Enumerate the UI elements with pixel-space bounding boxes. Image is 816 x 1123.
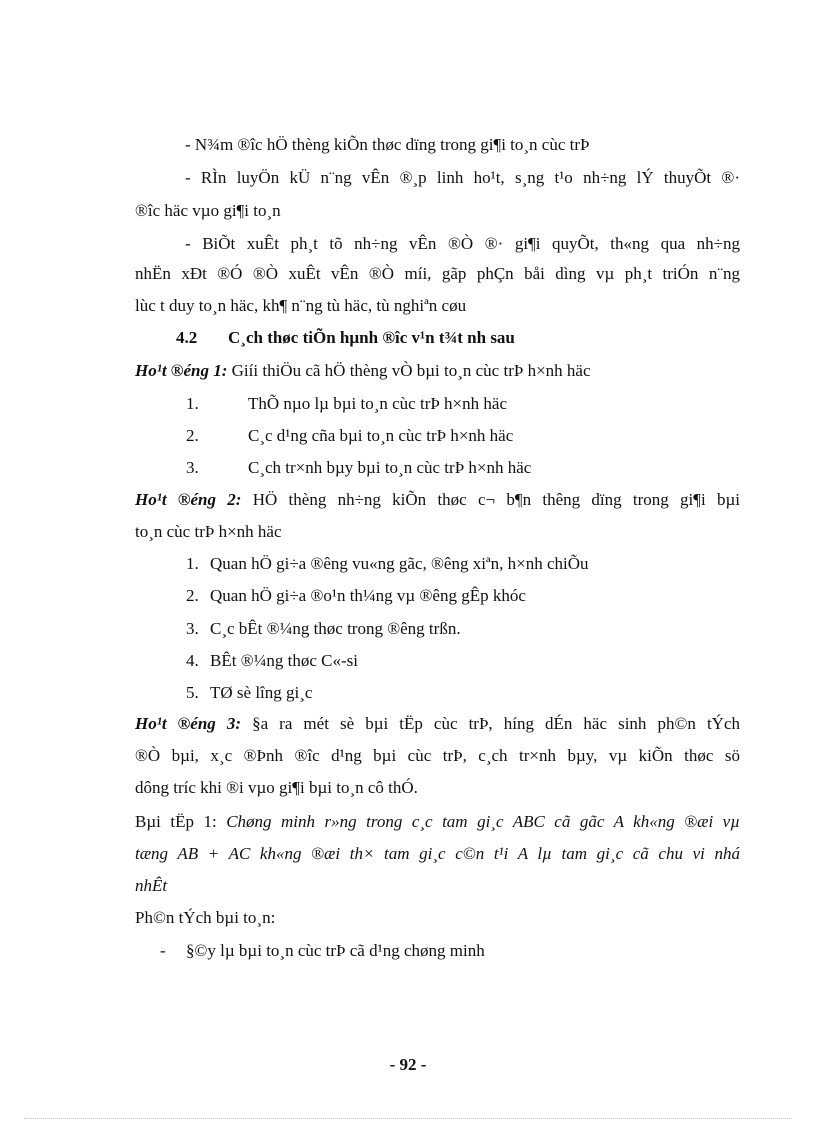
list-text: C¸ch tr×nh bµy bµi to¸n cùc trÞ h×nh häc [248,458,532,477]
activity-3-text: §a ra mét sè bµi tËp cùc trÞ, híng dÉn häc sinh ph©n tÝch [241,714,740,733]
analysis-heading: Ph©n tÝch bµi to¸n: [135,908,276,927]
goal-line-3a: - BiÕt xuÊt ph¸t tõ nh÷ng vÊn ®Ò ®· gi¶i quyÕt, th«ng qua nh÷ng [185,234,740,253]
list-text: BÊt ®¼ng thøc C«-si [210,651,358,670]
activity-2-line [135,489,740,511]
exercise-1-text: Chøng minh r»ng trong c¸c tam gi¸c ABC cã gãc A kh«ng ®æi vµ [226,812,741,831]
list-text: TØ sè lîng gi¸c [210,683,313,702]
list-text: Quan hÖ gi÷a ®êng vu«ng gãc, ®êng xiªn, h×nh chiÕu [210,554,589,573]
list-number: 1. [186,554,199,573]
list-number: 4. [186,651,199,670]
activity-1-label: Ho¹t ®éng 1: [135,361,228,380]
goal-line-1: - N¾m ®îc hÖ thèng kiÕn thøc dïng trong gi¶i to¸n cùc trÞ [185,135,590,154]
exercise-1-line-3: nhÊt [135,876,168,895]
list-item [186,618,461,640]
list-number: 5. [186,683,199,702]
section-number: 4.2 [176,328,198,347]
section-title: C¸ch thøc tiÕn hµnh ®îc v¹n t¾t nh sau [228,328,515,347]
goal-line-2a: - RÌn luyÖn kÜ n¨ng vÊn ®¸p linh ho¹t, s¸ng t¹o nh÷ng lÝ thuyÕt ®· [185,168,740,187]
list-number: 3. [186,619,199,638]
goal-line-3b: nhËn xÐt ®Ó ®Ò xuÊt vÊn ®Ò míi, gãp phÇn båi dìng vµ ph¸t triÓn n¨ng [135,264,740,283]
exercise-1-line-2: tæng AB + AC kh«ng ®æi th× tam gi¸c c©n t¹i A lµ tam gi¸c cã chu vi nhá [135,844,740,863]
bullet-dash: - [160,941,166,960]
list-item [186,553,589,575]
list-item [186,650,358,672]
list-item [186,585,526,607]
activity-1-line [135,360,591,382]
goal-line-3c: lùc t duy to¸n häc, kh¶ n¨ng tù häc, tù nghiªn cøu [135,296,467,315]
activity-3-label: Ho¹t ®éng 3: [135,714,242,733]
list-text: ThÕ nµo lµ bµi to¸n cùc trÞ h×nh häc [248,394,507,413]
activity-3-line-3: dông tríc khi ®i vµo gi¶i bµi to¸n cô thÓ. [135,778,418,797]
activity-1-text: Giíi thiÖu cã hÖ thèng vÒ bµi to¸n cùc trÞ h×nh häc [227,361,591,380]
list-number: 2. [186,586,199,605]
activity-2-text: HÖ thèng nh÷ng kiÕn thøc c¬ b¶n thêng dïng trong gi¶i bµi [241,490,740,509]
list-number: 1. [186,394,199,413]
list-text: C¸c bÊt ®¼ng thøc trong ®êng trßn. [210,619,461,638]
list-item [186,425,513,447]
list-number: 3. [186,458,199,477]
list-text: C¸c d¹ng cña bµi to¸n cùc trÞ h×nh häc [248,426,514,445]
list-item [186,682,312,704]
activity-2-label: Ho¹t ®éng 2: [135,490,242,509]
footer-divider [24,1118,792,1119]
page-number: - 92 - [389,1055,427,1074]
list-item [186,393,507,415]
list-text: Quan hÖ gi÷a ®o¹n th¼ng vµ ®êng gÊp khóc [210,586,526,605]
list-item [186,457,531,479]
activity-3-line [135,713,740,735]
exercise-1-label: Bµi tËp 1: [135,812,227,831]
activity-3-line-2: ®Ò bµi, x¸c ®Þnh ®îc d¹ng bµi cùc trÞ, c¸ch tr×nh bµy, vµ kiÕn thøc sö [135,746,740,765]
activity-2-line-2: to¸n cùc trÞ h×nh häc [135,522,282,541]
list-number: 2. [186,426,199,445]
section-heading [176,327,515,349]
analysis-item-text: §©y lµ bµi to¸n cùc trÞ cã d¹ng chøng minh [186,941,485,960]
analysis-item [160,940,485,962]
exercise-1-line [135,811,740,833]
goal-line-2b: ®îc häc vµo gi¶i to¸n [135,201,281,220]
